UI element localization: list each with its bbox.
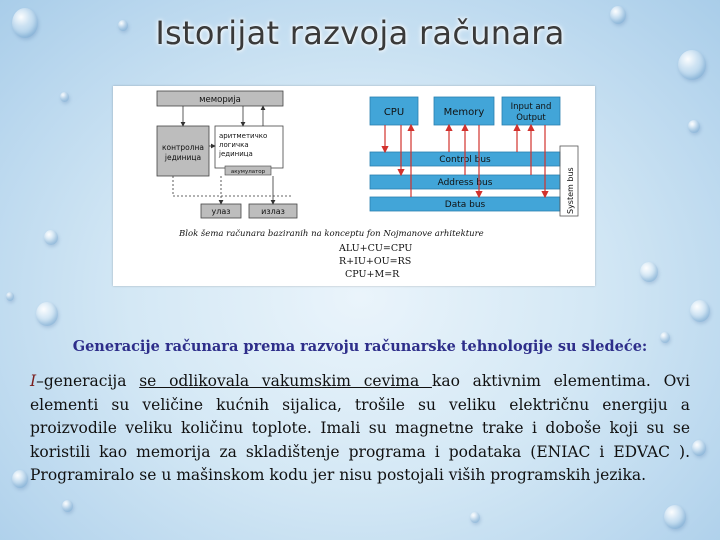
water-drop-decoration [690,300,710,322]
system-bus-label: System bus [566,167,575,214]
generation-label: –generacija [36,372,140,390]
generations-heading: Generacije računara prema razvoju računarske tehnologije su sledeće: [72,338,648,355]
formula-1: ALU+CU=CPU [339,243,413,254]
water-drop-decoration [664,505,686,529]
control-unit-label-2: јединица [164,153,202,162]
water-drop-decoration [44,230,58,245]
water-drop-decoration [6,292,14,301]
block-diagrams [113,86,595,286]
alu-label-1: аритметичко [219,132,268,140]
von-neumann-figure [113,86,595,286]
page-title: Istorijat razvoja računara [155,14,565,52]
underlined-phrase: se odlikovala vakumskim cevima [139,372,432,390]
roman-numeral: I [30,372,37,390]
memory-label: меморија [199,95,241,105]
figure-caption-line: Blok šema računara baziranih na konceptu fon Nojmanove arhitekture [179,229,484,239]
water-drop-decoration [12,470,28,488]
control-unit-label-1: контролна [161,143,205,152]
right-diagram [370,97,578,216]
input-label: улаз [211,207,231,216]
alu-label-2: логичка [219,141,249,149]
left-diagram [157,91,297,218]
water-drop-decoration [60,92,69,102]
memory-block-label: Memory [443,107,485,118]
io-label-1: Input and [510,102,552,112]
alu-label-3: јединица [219,150,253,158]
water-drop-decoration [678,50,706,80]
control-bus-label: Control bus [439,155,491,165]
output-label: излаз [261,207,285,216]
water-drop-decoration [36,302,58,326]
formula-2: R+IU+OU=RS [339,256,412,267]
water-drop-decoration [470,512,480,523]
cpu-label: CPU [383,107,405,118]
water-drop-decoration [640,262,658,282]
paragraph-rest: kao aktivnim elementima. Ovi elementi su veličine kućnih sijalica, trošile su veliku električnu energiju a proizvodile veliku količinu toplote. Imali su magnetne trake i doboše koji su se koristili kao memorija za skladištenje programa i podataka (ENIAC i EDVAC ). Programiralo se u mašinskom kodu jer nisu postojali viših programskih jezika. [30,372,690,484]
address-bus-label: Address bus [437,178,493,188]
io-label-2: Output [516,113,546,123]
accumulator-label: акумулатор [230,169,266,175]
water-drop-decoration [692,440,706,456]
first-generation-paragraph [30,370,690,488]
data-bus-label: Data bus [444,200,486,210]
water-drop-decoration [62,500,73,512]
formula-3: CPU+M=R [345,269,400,280]
water-drop-decoration [688,120,700,133]
